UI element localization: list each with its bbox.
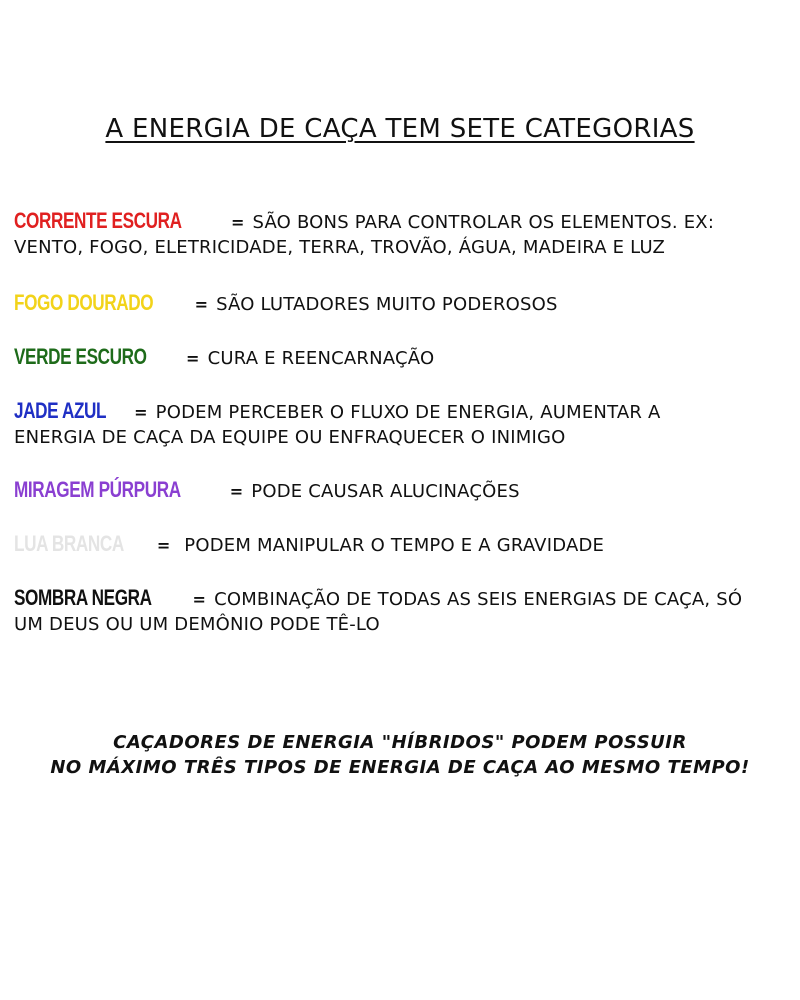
- category-name: MIRAGEM PÚRPURA: [14, 477, 181, 502]
- category-verde-escuro: [14, 344, 794, 371]
- equals-sign: =: [229, 482, 244, 501]
- equals-sign: =: [134, 403, 148, 422]
- category-lua-branca: [14, 531, 794, 558]
- category-description: SÃO LUTADORES MUITO PODEROSOS: [216, 294, 558, 315]
- category-description: CURA E REENCARNAÇÃO: [207, 348, 435, 369]
- category-description: SÃO BONS PARA CONTROLAR OS ELEMENTOS. EX: VENTO, FOGO, ELETRICIDADE, TERRA, TROVÃO, ÁGUA, MADEIRA E LUZ: [14, 212, 715, 258]
- equals-sign: =: [192, 590, 207, 609]
- equals-sign: =: [186, 349, 200, 368]
- footer-line-2: NO MÁXIMO TRÊS TIPOS DE ENERGIA DE CAÇA AO MESMO TEMPO!: [50, 757, 750, 778]
- category-name: SOMBRA NEGRA: [14, 585, 152, 610]
- category-fogo-dourado: [14, 290, 794, 317]
- category-description: PODEM MANIPULAR O TEMPO E A GRAVIDADE: [184, 535, 605, 556]
- category-name: JADE AZUL: [14, 398, 107, 423]
- equals-sign: =: [230, 213, 245, 232]
- category-name: FOGO DOURADO: [14, 290, 154, 315]
- category-jade-azul: [14, 398, 714, 450]
- category-description: PODE CAUSAR ALUCINAÇÕES: [251, 481, 520, 502]
- category-description: COMBINAÇÃO DE TODAS AS SEIS ENERGIAS DE CAÇA, SÓ UM DEUS OU UM DEMÔNIO PODE TÊ-LO: [14, 589, 743, 635]
- category-name: LUA BRANCA: [14, 531, 124, 556]
- category-name: CORRENTE ESCURA: [14, 208, 182, 233]
- equals-sign: =: [156, 536, 171, 555]
- footer-note: [0, 730, 800, 780]
- category-sombra-negra: [14, 585, 759, 637]
- footer-line-1: CAÇADORES DE ENERGIA "HÍBRIDOS" PODEM POSSUIR: [113, 732, 687, 753]
- category-description: PODEM PERCEBER O FLUXO DE ENERGIA, AUMENTAR A ENERGIA DE CAÇA DA EQUIPE OU ENFRAQUECER O INIMIGO: [14, 402, 661, 448]
- page-title-text: A ENERGIA DE CAÇA TEM SETE CATEGORIAS: [105, 114, 695, 144]
- equals-sign: =: [194, 295, 209, 314]
- page-title: [0, 114, 800, 144]
- category-name: VERDE ESCURO: [14, 344, 147, 369]
- category-corrente-escura: [14, 208, 749, 260]
- category-miragem-purpura: [14, 477, 794, 504]
